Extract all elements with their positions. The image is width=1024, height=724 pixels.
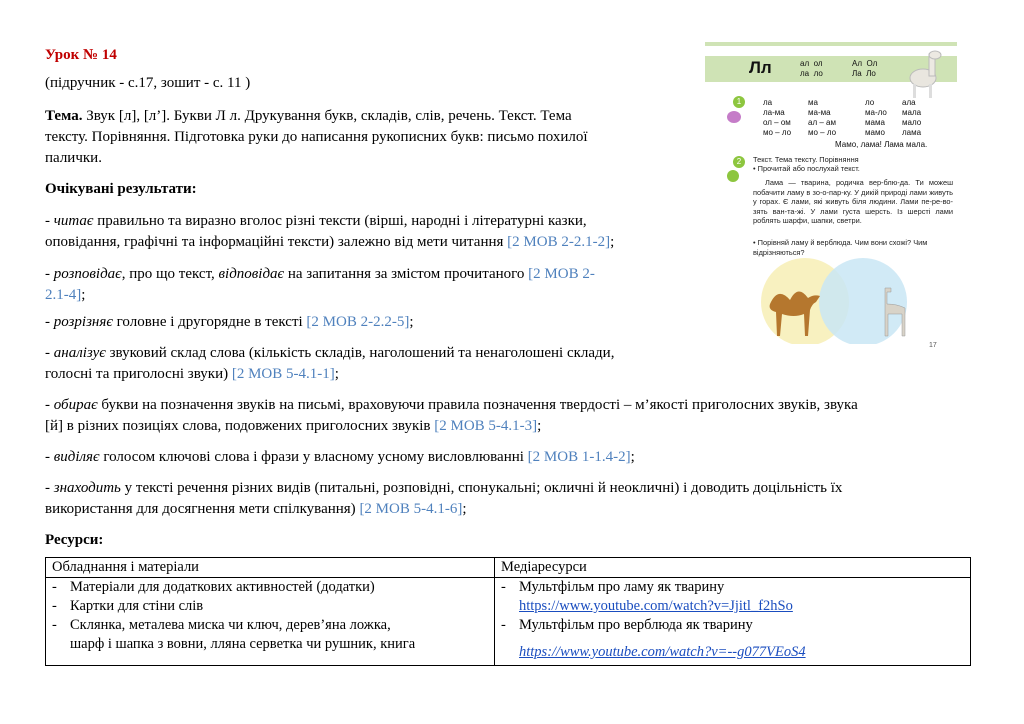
result-tail: ; (81, 287, 86, 303)
video-link-camel[interactable]: https://www.youtube.com/watch?v=--g077VEoS4 (519, 644, 806, 660)
result-verb: розповідає (53, 266, 122, 282)
page-top-border (705, 42, 957, 46)
list-item: - Склянка, металева миска чи ключ, дерев’яна ложка, (52, 617, 391, 633)
syllable-col-1: ла ла-ма ол – ом мо – ло (763, 98, 792, 137)
result-tail: ; (409, 314, 414, 330)
syllable-col-4: ала мала мало лама (902, 98, 922, 137)
letter-title: Лл (749, 58, 772, 77)
results-heading: Очікувані результати: (45, 181, 197, 197)
result-text: оповідання, графічні та інформаційні тексти) залежно від мети читання (45, 234, 508, 250)
list-item-text: Мультфільм про ламу як тварину (519, 579, 725, 595)
result-text: голосом ключові слова і фрази у власному усному висловлюванні (99, 449, 528, 465)
curriculum-ref: [2 МОВ 5-4.1-6] (359, 501, 463, 517)
result-verb: знаходить (53, 480, 121, 496)
result-verb: читає (53, 213, 94, 229)
resources-table (45, 557, 971, 666)
bird-green-icon (725, 168, 741, 184)
result-text: на запитання за змістом прочитаного (284, 266, 529, 282)
result-item-cont (45, 415, 541, 437)
task-instruction: • Прочитай або послухай текст. (753, 164, 860, 173)
curriculum-ref: [2 МОВ 2-2.1-2] (507, 234, 611, 250)
result-text: у тексті речення різних видів (питальні, розповідні, спонукальні; окличні й неокличні) і доводить доцільність їх (120, 480, 843, 496)
topic-text-1: Звук [л], [л’]. Букви Л л. Друкування букв, складів, слів, речень. Текст. Тема (82, 108, 572, 124)
resources-heading: Ресурси: (45, 532, 104, 548)
task-number-1: 1 (733, 96, 745, 108)
result-item: - розповідає, про що текст, відповідає на запитання за змістом прочитаного [2 МОВ 2- (45, 266, 595, 282)
result-text: використання для досягнення мети спілкування) (45, 501, 360, 517)
textbook-page-image (705, 42, 957, 357)
topic-line-1 (45, 105, 572, 127)
curriculum-ref: [2 МОВ 2-2.2-5] (306, 314, 410, 330)
result-verb: розрізняє (53, 314, 113, 330)
result-item: - знаходить у тексті речення різних видів (питальні, розповідні, спонукальні; окличні й неокличні) і доводить доцільність їх (45, 480, 843, 496)
result-verb: аналізує (53, 345, 106, 361)
topic-line-2: тексту. Порівняння. Підготовка руки до написання рукописних букв: письмо похилої (45, 129, 588, 145)
equipment-cell (46, 578, 495, 666)
syllable-col-2: ма ма-ма ал – ам мо – ло (808, 98, 837, 137)
result-verb: виділяє (53, 449, 100, 465)
list-item-text: Склянка, металева миска чи ключ, дерев’яна ложка, (70, 617, 391, 633)
list-item-text: Картки для стіни слів (70, 598, 204, 614)
list-item: - Матеріали для додаткових активностей (додатки) (52, 579, 375, 595)
result-tail: ; (537, 418, 542, 434)
result-item: - виділяє голосом ключові слова і фрази у власному усному висловлюванні [2 МОВ 1-1.4-2]; (45, 449, 635, 465)
syllable-col-3: ло ма-ло мама мамо (865, 98, 887, 137)
list-item: - Картки для стіни слів (52, 598, 204, 614)
venn-camel-llama-image (745, 254, 945, 344)
result-text: [й] в різних позиціях слова, подовжених приголосних звуків (45, 418, 435, 434)
result-item-cont (45, 363, 339, 385)
lesson-title: Урок № 14 (45, 47, 117, 63)
result-text: голосні та приголосні звуки) (45, 366, 232, 382)
result-verb: обирає (53, 397, 98, 413)
task-number-2: 2 (733, 156, 745, 168)
book-sentence: Мамо, лама! Лама мала. (835, 140, 928, 149)
result-text: головне і другорядне в тексті (112, 314, 307, 330)
list-item-text: шарф і шапка з вовни, лляна серветка чи рушник, книга (70, 636, 416, 652)
result-item-cont (45, 231, 614, 253)
list-item (501, 597, 964, 616)
lesson-sources: (підручник - с.17, зошит - с. 11 ) (45, 75, 251, 91)
task-title: Текст. Тема тексту. Порівняння (753, 155, 859, 164)
media-cell (495, 578, 971, 666)
curriculum-ref: [2 МОВ 1-1.4-2] (527, 449, 631, 465)
syllables-upper: Ал Ол Ла Ло (852, 59, 878, 78)
result-item: - аналізує звуковий склад слова (кількість складів, наголошений та ненаголошені склади, (45, 345, 615, 361)
table-row (46, 578, 971, 666)
result-text: букви на позначення звуків на письмі, враховуючи правила позначення твердості – м’якості приголосних звуків, звука (97, 397, 858, 413)
result-text: правильно та виразно вголос різні тексти (вірші, народні і літературні казки, (93, 213, 587, 229)
book-page-number: 17 (929, 342, 937, 349)
list-item: - Мультфільм про верблюда як тварину (501, 617, 753, 633)
curriculum-ref: 2.1-4] (45, 287, 82, 303)
col2-header: Медіаресурси (495, 558, 971, 578)
result-item-cont (45, 284, 85, 306)
curriculum-ref: [2 МОВ 5-4.1-3] (434, 418, 538, 434)
curriculum-ref: [2 МОВ 2- (528, 266, 595, 282)
result-tail: ; (610, 234, 615, 250)
list-item-text: Мультфільм про верблюда як тварину (519, 617, 753, 633)
result-item-cont (45, 498, 467, 520)
result-tail: ; (334, 366, 339, 382)
curriculum-ref: [2 МОВ 5-4.1-1] (231, 366, 335, 382)
bird-icon (725, 108, 743, 124)
list-item (501, 643, 964, 662)
list-item (52, 635, 488, 654)
llama-small-icon (901, 48, 947, 100)
col1-header: Обладнання і матеріали (46, 558, 495, 578)
list-item-text: Матеріали для додаткових активностей (додатки) (70, 579, 375, 595)
result-tail: ; (630, 449, 635, 465)
result-text: звуковий склад слова (кількість складів, наголошений та ненаголошені склади, (105, 345, 615, 361)
result-item: - розрізняє головне і другорядне в тексті [2 МОВ 2-2.2-5]; (45, 314, 414, 330)
topic-label: Тема. (45, 108, 83, 124)
table-header-row (46, 558, 971, 578)
result-verb: відповідає (218, 266, 285, 282)
result-text: , про що текст, (121, 266, 219, 282)
book-text: Лама — тварина, родичка вер-блю-да. Ти можеш побачити ламу в зо-о-пар-ку. У дикій природі лами живуть у горах. Є лами, які живуть біля людини. Лами пе-ре-во-зять ван-та-жі. У лами густа шерсть. Із шерсті лами роблять шарфи, шапки, светри. (753, 178, 953, 225)
book-question: • Порівняй ламу й верблюда. Чим вони схожі? Чим відрізняються? (753, 238, 928, 257)
result-tail: ; (462, 501, 467, 517)
topic-line-3: палички. (45, 150, 102, 166)
syllables-lower: ал ол ла ло (800, 59, 823, 78)
list-item: - Мультфільм про ламу як тварину (501, 579, 725, 595)
video-link-lama[interactable]: https://www.youtube.com/watch?v=Jjitl_f2hSo (519, 598, 793, 614)
result-item: - обирає букви на позначення звуків на письмі, враховуючи правила позначення твердості – м’якості приголосних звуків, звука (45, 397, 858, 413)
result-item: - читає правильно та виразно вголос різні тексти (вірші, народні і літературні казки, (45, 213, 587, 229)
